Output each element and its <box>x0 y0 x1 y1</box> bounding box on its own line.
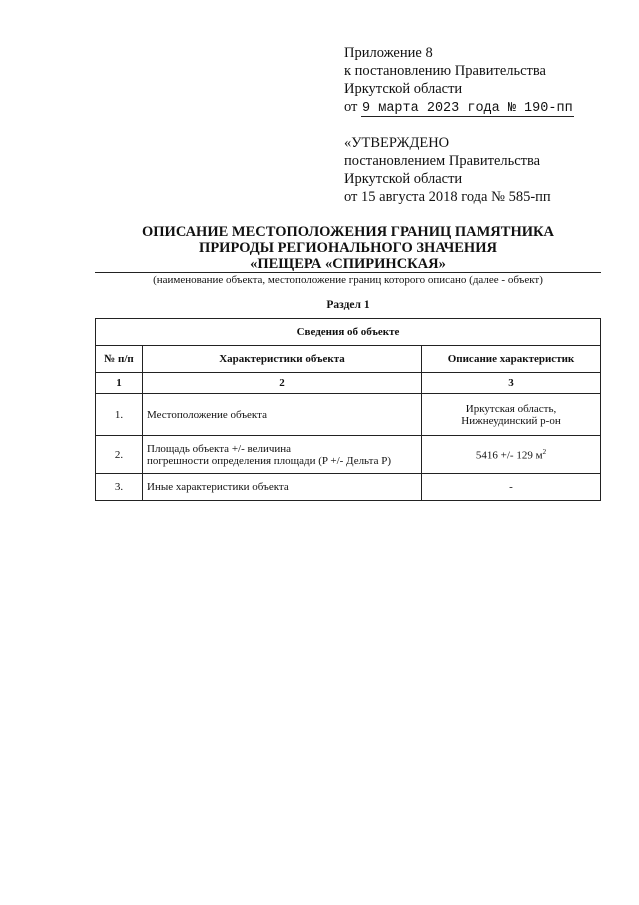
annex-region: Иркутской области <box>344 81 463 97</box>
annex-number: Приложение 8 <box>344 45 433 61</box>
approved-block <box>344 134 551 206</box>
title-underline <box>95 272 601 273</box>
area-value: 5416 +/- 129 м <box>475 449 543 462</box>
area-unit-exponent: 2 <box>542 447 547 456</box>
row-characteristic: Иные характеристики объекта <box>143 474 422 501</box>
table-caption: Сведения об объекте <box>96 319 601 346</box>
row-description <box>422 436 601 474</box>
row-description <box>422 394 601 436</box>
table-header-row <box>96 346 601 373</box>
annex-date-line <box>344 98 574 118</box>
row-description: - <box>422 474 601 501</box>
col-number-2: 2 <box>143 373 422 394</box>
table-row <box>96 436 601 474</box>
title-line-3: «ПЕЩЕРА «СПИРИНСКАЯ» <box>250 256 446 272</box>
header-characteristics: Характеристики объекта <box>143 346 422 373</box>
approved-region: Иркутской области <box>344 171 463 187</box>
approved-date: от 15 августа 2018 года № 585-пп <box>344 189 551 205</box>
header-number: № п/п <box>96 346 143 373</box>
section-heading: Раздел 1 <box>326 299 370 311</box>
location-region: Иркутская область, <box>465 402 557 415</box>
approved-heading: «УТВЕРЖДЕНО <box>344 135 450 151</box>
annex-block <box>344 44 574 118</box>
col-number-1: 1 <box>96 373 143 394</box>
table-column-numbers <box>96 373 601 394</box>
row-number: 1. <box>96 394 143 436</box>
document-title <box>95 224 601 272</box>
row-number: 3. <box>96 474 143 501</box>
table-caption-row <box>96 319 601 346</box>
col-number-3: 3 <box>422 373 601 394</box>
table-row <box>96 394 601 436</box>
area-label-line-1: Площадь объекта +/- величина <box>147 442 292 455</box>
table-row <box>96 474 601 501</box>
header-description: Описание характеристик <box>422 346 601 373</box>
row-characteristic <box>143 436 422 474</box>
area-label-line-2: погрешности определения площади (P +/- Дельта P) <box>147 454 392 467</box>
object-info-table <box>95 318 601 501</box>
title-line-2: ПРИРОДЫ РЕГИОНАЛЬНОГО ЗНАЧЕНИЯ <box>199 240 497 256</box>
title-subtitle: (наименование объекта, местоположение границ которого описано (далее - объект) <box>153 274 543 286</box>
title-line-1: ОПИСАНИЕ МЕСТОПОЛОЖЕНИЯ ГРАНИЦ ПАМЯТНИКА <box>142 224 554 240</box>
row-number: 2. <box>96 436 143 474</box>
approved-by: постановлением Правительства <box>344 153 541 169</box>
annex-ref: к постановлению Правительства <box>344 63 546 79</box>
location-district: Нижнеудинский р-он <box>461 414 561 427</box>
annex-date-prefix: от <box>344 99 358 115</box>
annex-date-value: 9 марта 2023 года № 190-пп <box>362 101 573 116</box>
row-characteristic: Местоположение объекта <box>143 394 422 436</box>
